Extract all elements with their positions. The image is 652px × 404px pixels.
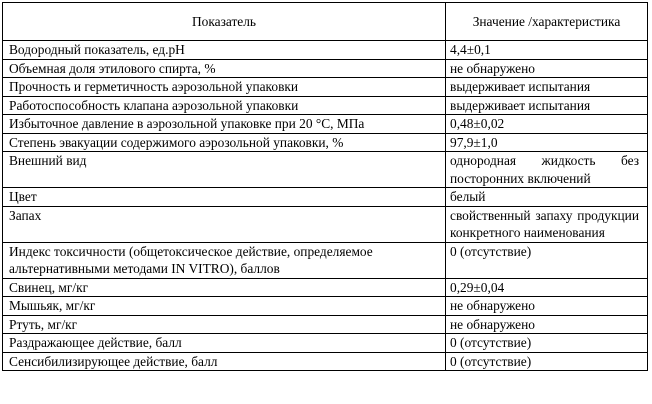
table-row [3,96,648,115]
indicator-cell: Цвет [3,188,446,207]
table-row [3,41,648,60]
table-row [3,115,648,134]
value-cell: свойственный запаху продукции конкретного наименования [446,206,648,242]
indicator-cell: Раздражающее действие, балл [3,334,446,353]
value-cell: не обнаружено [446,315,648,334]
indicator-cell: Водородный показатель, ед.рН [3,41,446,60]
value-cell: 0 (отсутствие) [446,242,648,278]
value-cell: белый [446,188,648,207]
specification-table [2,2,648,371]
table-row [3,152,648,188]
table-row [3,278,648,297]
table-row [3,315,648,334]
value-cell: выдерживает испытания [446,96,648,115]
value-cell: не обнаружено [446,297,648,316]
table-row [3,297,648,316]
value-cell: выдерживает испытания [446,78,648,97]
indicator-cell: Свинец, мг/кг [3,278,446,297]
value-cell: 0 (отсутствие) [446,352,648,371]
indicator-cell: Прочность и герметичность аэрозольной упаковки [3,78,446,97]
document-page [2,2,647,371]
table-row [3,188,648,207]
value-cell: не обнаружено [446,59,648,78]
indicator-cell: Степень эвакуации содержимого аэрозольной упаковки, % [3,133,446,152]
indicator-cell: Избыточное давление в аэрозольной упаковке при 20 °С, МПа [3,115,446,134]
indicator-cell: Запах [3,206,446,242]
header-row [3,3,648,41]
header-indicator: Показатель [3,3,446,41]
value-cell: 4,4±0,1 [446,41,648,60]
table-row [3,59,648,78]
value-cell: 0,29±0,04 [446,278,648,297]
indicator-cell: Работоспособность клапана аэрозольной упаковки [3,96,446,115]
indicator-cell: Ртуть, мг/кг [3,315,446,334]
table-body [3,41,648,371]
indicator-cell: Сенсибилизирующее действие, балл [3,352,446,371]
value-cell: 0 (отсутствие) [446,334,648,353]
table-row [3,334,648,353]
header-value: Значение /характеристика [446,3,648,41]
indicator-cell: Объемная доля этилового спирта, % [3,59,446,78]
table-row [3,352,648,371]
table-header [3,3,648,41]
table-row [3,206,648,242]
table-row [3,242,648,278]
indicator-cell: Внешний вид [3,152,446,188]
table-row [3,78,648,97]
value-cell: 97,9±1,0 [446,133,648,152]
value-cell: однородная жидкость без посторонних включений [446,152,648,188]
indicator-cell: Индекс токсичности (общетоксическое действие, определяемое альтернативными методами IN VITRO), баллов [3,242,446,278]
value-cell: 0,48±0,02 [446,115,648,134]
indicator-cell: Мышьяк, мг/кг [3,297,446,316]
table-row [3,133,648,152]
